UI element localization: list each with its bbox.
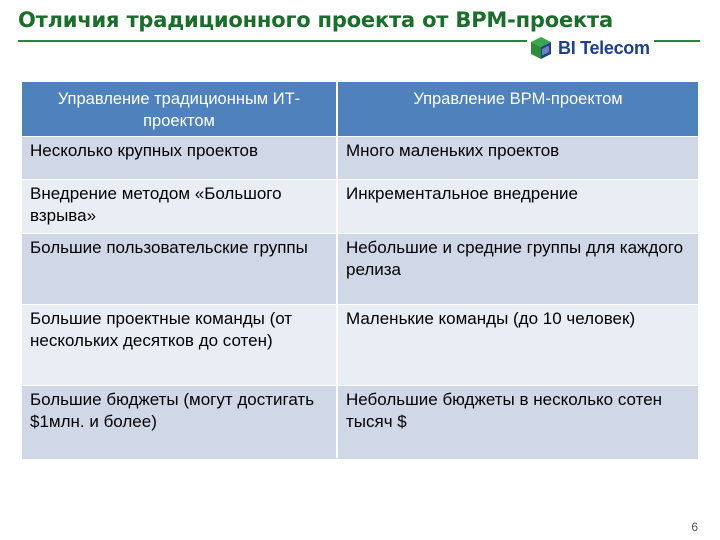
header-bpm: Управление BPM-проектом bbox=[338, 82, 698, 136]
cell-bpm: Небольшие и средние группы для каждого релиза bbox=[338, 234, 698, 304]
cube-logo-icon bbox=[529, 36, 553, 60]
logo-text: BI Telecom bbox=[558, 37, 650, 58]
table-row bbox=[22, 304, 698, 385]
table-row bbox=[22, 179, 698, 233]
table-row bbox=[22, 233, 698, 304]
cell-traditional: Большие пользовательские группы bbox=[22, 234, 338, 304]
cell-bpm: Маленькие команды (до 10 человек) bbox=[338, 305, 698, 385]
header-traditional: Управление традиционным ИТ-проектом bbox=[22, 82, 338, 136]
company-logo bbox=[527, 36, 654, 60]
cell-traditional: Несколько крупных проектов bbox=[22, 137, 338, 179]
cell-bpm: Небольшие бюджеты в несколько сотен тысяч $ bbox=[338, 386, 698, 458]
cell-bpm: Инкрементальное внедрение bbox=[338, 180, 698, 233]
cell-traditional: Внедрение методом «Большого взрыва» bbox=[22, 180, 338, 233]
slide-title: Отличия традиционного проекта от BPM-проекта bbox=[18, 8, 614, 32]
table-row bbox=[22, 136, 698, 179]
cell-bpm: Много маленьких проектов bbox=[338, 137, 698, 179]
table-row bbox=[22, 385, 698, 458]
page-number: 6 bbox=[691, 520, 698, 534]
comparison-table bbox=[22, 82, 698, 459]
cell-traditional: Большие проектные команды (от нескольких десятков до сотен) bbox=[22, 305, 338, 385]
table-header-row bbox=[22, 82, 698, 136]
cell-traditional: Большие бюджеты (могут достигать $1млн. и более) bbox=[22, 386, 338, 458]
